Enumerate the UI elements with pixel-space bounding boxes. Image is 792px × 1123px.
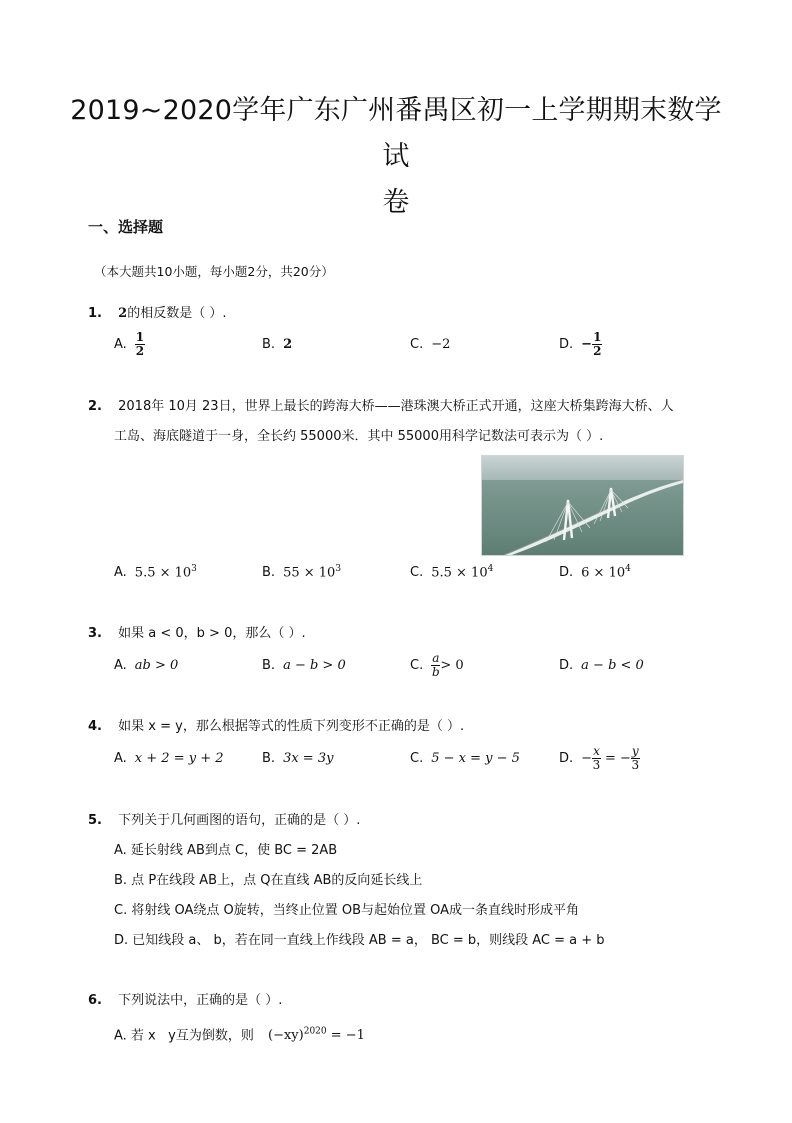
page-title: 2019~2020学年广东广州番禺区初一上学期期末数学试 卷: [70, 95, 722, 218]
option-b[interactable]: B. 3x = 3y: [262, 750, 334, 766]
option-b[interactable]: B. a − b > 0: [262, 657, 346, 673]
fraction: $\frac{x}{3}$: [592, 743, 601, 772]
option-d[interactable]: D. − $\frac{x}{3}$ = − $\frac{y}{3}$: [559, 743, 640, 772]
question-stem: 如果 x = y，那么根据等式的性质下列变形不正确的是（ ）.: [118, 719, 465, 734]
option-b[interactable]: B. 点 P在线段 AB上，点 Q在直线 AB的反向延长线上: [114, 873, 423, 888]
question-stem: 如果 a < 0，b > 0，那么（ ）.: [118, 626, 306, 641]
option-a[interactable]: A. $\frac{1}{2}$: [114, 329, 145, 358]
option-b[interactable]: B. 2: [262, 336, 293, 352]
question-6: [88, 991, 282, 1011]
question-2: [88, 397, 674, 417]
question-4: [88, 717, 464, 737]
option-c[interactable]: C. 将射线 OA绕点 O旋转，当终止位置 OB与起始位置 OA成一条直线时形成平角: [114, 903, 580, 918]
question-number: 5.: [88, 813, 102, 828]
option-d[interactable]: D. 已知线段 a、 b，若在同一直线上作线段 AB = a， BC = b，则线段 AC = a + b: [114, 933, 605, 948]
option-a[interactable]: A. ab > 0: [114, 657, 179, 673]
section-note: （本大题共10小题，每小题2分，共20分）: [94, 264, 334, 279]
question-stem: 的相反数是（ ）.: [127, 306, 227, 321]
bridge-image: [482, 456, 683, 555]
question-stem-line-1: 2018年 10月 23日，世界上最长的跨海大桥——港珠澳大桥正式开通，这座大桥集跨海大桥、人: [118, 399, 674, 414]
fraction: $\frac{1}{2}$: [135, 329, 145, 358]
option-c[interactable]: C. 5 − x = y − 5: [410, 750, 520, 766]
question-math: 2: [118, 306, 128, 321]
section-heading: 一、选择题: [88, 218, 164, 236]
option-d[interactable]: D. $6 \times 10^4$: [559, 563, 631, 581]
question-2-line-2: 工岛、海底隧道于一身，全长约 55000米．其中 55000用科学记数法可表示为（ ）.: [114, 429, 604, 444]
question-number: 4.: [88, 719, 102, 734]
fraction: $\frac{y}{3}$: [631, 743, 640, 772]
option-a[interactable]: A. x + 2 = y + 2: [114, 750, 224, 766]
question-stem: 下列关于几何画图的语句，正确的是（ ）.: [118, 813, 361, 828]
question-number: 3.: [88, 626, 102, 641]
option-a[interactable]: A. 若 x y互为倒数，则 $(-xy)^{2020} = -1$: [114, 1027, 365, 1044]
question-number: 2.: [88, 399, 102, 414]
question-1: [88, 304, 226, 324]
option-b[interactable]: B. $55 \times 10^3$: [262, 563, 342, 581]
option-c[interactable]: C. −2: [410, 336, 451, 352]
question-2-options: [114, 556, 734, 588]
bridge-photo: [481, 455, 684, 556]
option-a[interactable]: A. $5.5 \times 10^3$: [114, 563, 197, 581]
option-d[interactable]: D. a − b < 0: [559, 657, 644, 673]
option-d[interactable]: D. − $\frac{1}{2}$: [559, 329, 602, 358]
question-5: [88, 811, 360, 831]
option-a[interactable]: A. 延长射线 AB到点 C，使 BC = 2AB: [114, 843, 338, 858]
question-3: [88, 624, 306, 644]
question-stem: 下列说法中，正确的是（ ）.: [118, 993, 283, 1008]
question-3-options: [114, 649, 734, 681]
question-number: 6.: [88, 993, 102, 1008]
option-c[interactable]: C. $5.5 \times 10^4$: [410, 563, 494, 581]
question-4-options: [114, 742, 734, 774]
fraction: $\frac{a}{b}$: [431, 650, 440, 679]
question-number: 1.: [88, 306, 102, 321]
fraction: $\frac{1}{2}$: [593, 329, 602, 358]
option-c[interactable]: C. $\frac{a}{b}$ > 0: [410, 650, 464, 679]
question-1-options: [114, 328, 734, 360]
